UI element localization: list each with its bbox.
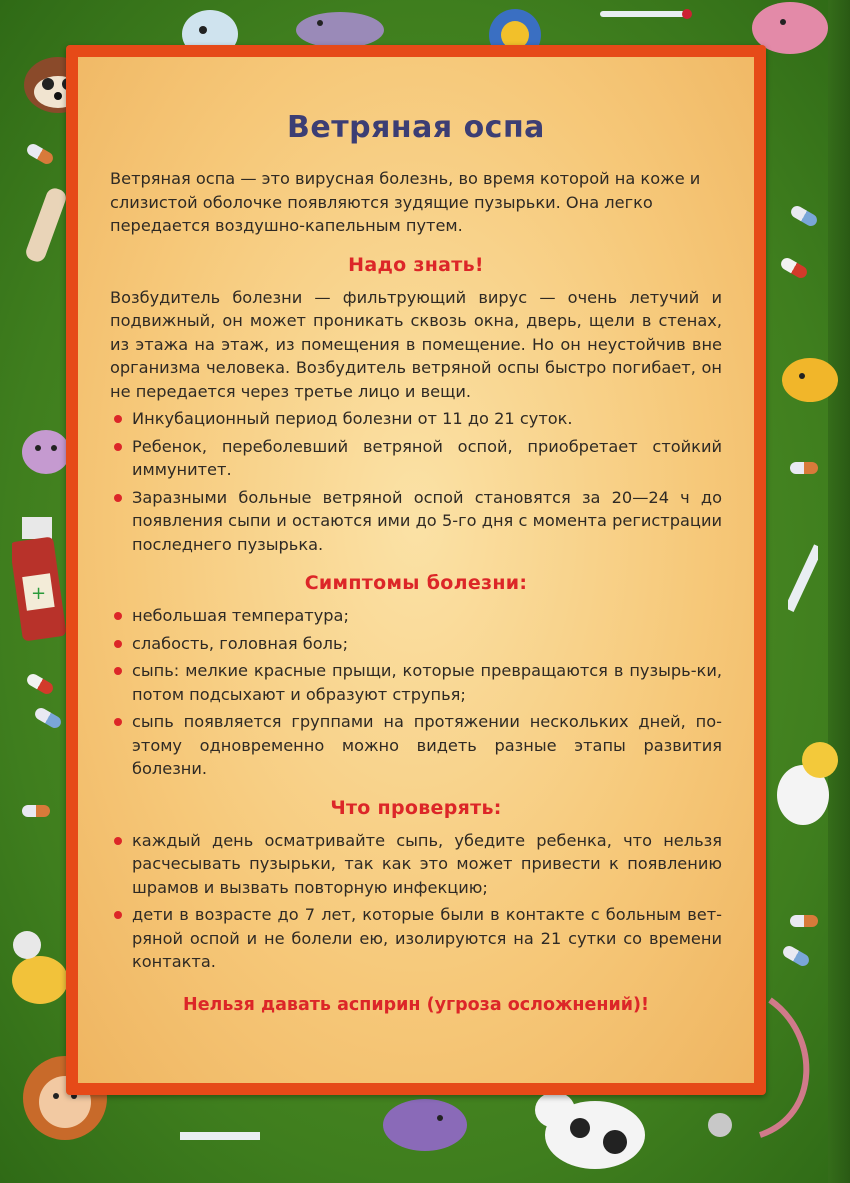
bullet-icon [114,837,122,845]
hippo-illustration [290,5,390,50]
section-heading-check: Что проверять: [330,796,502,819]
list-item: каждый день осматривайте сыпь, убедите ребенка, что нельзя расчесывать пузырьки, так как это может привести к появлению шрамов и вызвать повторную инфекцию; [110,829,722,900]
medicine-bottle-illustration [12,515,72,645]
syringe-bottom-illustration [175,1125,270,1147]
bullet-icon [114,494,122,502]
pill-icon [781,944,811,968]
pill-icon [22,805,50,817]
pill-icon [779,256,809,280]
bullet-icon [114,667,122,675]
svg-text:+: + [31,583,47,604]
pill-icon [790,915,818,927]
list-item: Заразными больные ветряной оспой становятся за 20—24 ч до появления сыпи и остаются ими до 5-го дня с момента регистрации последнего пузырька. [110,486,722,557]
giraffe-illustration [5,925,75,1010]
pill-icon [25,672,55,696]
page-edge [828,0,850,1183]
aspirin-warning: Нельзя давать аспирин (угроза осложнений)! [183,994,649,1015]
list-item: сыпь появляется группами на протяжении нескольких дней, по-этому одновременно можно видеть разные этапы развития болезни. [110,710,722,781]
list-item: Ребенок, переболевший ветряной оспой, приобретает стойкий иммунитет. [110,435,722,482]
list-item: слабость, головная боль; [110,632,722,656]
intro-paragraph: Ветряная оспа — это вирусная болезнь, во время которой на коже и слизистой оболочке появляются зудящие пузырьки. Она легко передается воздушно-капельным путем. [110,169,701,235]
check-list [110,829,722,974]
duck-illustration [765,735,840,835]
bandage-illustration [22,185,72,265]
cat-illustration [18,420,73,480]
syringe-illustration [788,535,818,625]
list-item: сыпь: мелкие красные прыщи, которые превращаются в пузырь-ки, потом подсыхают и образуют струпья; [110,659,722,706]
list-item: дети в возрасте до 7 лет, которые были в контакте с больным вет-ряной оспой и не болели ею, изолируются на 21 сутки со времени контакта. [110,903,722,974]
section-heading-symptoms: Симптомы болезни: [304,572,528,594]
section-heading-know: Надо знать! [348,253,484,276]
bullet-icon [114,443,122,451]
pill-icon [789,204,819,228]
bullet-icon [114,415,122,423]
list-item: небольшая температура; [110,604,722,628]
page-title: Ветряная оспа [287,110,545,145]
bullet-icon [114,612,122,620]
pill-icon [33,706,63,730]
symptoms-list [110,604,722,781]
pill-icon [25,142,55,166]
know-list [110,407,722,556]
list-item: Инкубационный период болезни от 11 до 21 суток. [110,407,722,431]
bullet-icon [114,911,122,919]
article [110,110,722,1017]
know-paragraph: Возбудитель болезни — фильтрующий вирус — очень летучий и подвижный, он может проникать сквозь окна, дверь, щели в стенах, из этажа на этаж, из помещения в помещение. Но он неустойчив вне организма человека. Возбудитель ветряной оспы быстро погибает, он не передается через третье лицо и вещи. [110,287,722,401]
thermometer-illustration [595,6,695,22]
pill-icon [790,462,818,474]
bullet-icon [114,718,122,726]
fox-illustration [772,330,842,410]
bullet-icon [114,640,122,648]
